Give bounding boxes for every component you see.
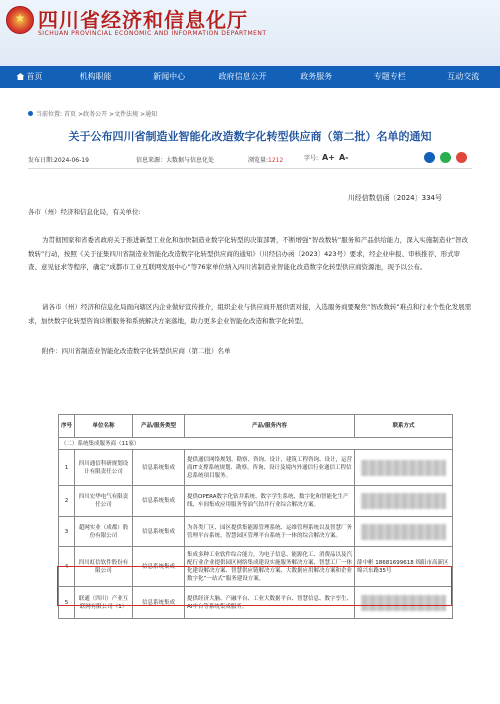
col-header-type: 产品/服务类型 bbox=[133, 415, 185, 438]
nav-item-gov-info[interactable]: 政府信息公开 bbox=[218, 72, 267, 81]
breadcrumb-home[interactable]: 首页 bbox=[64, 111, 77, 118]
table-row-highlighted: 4 四川虹信软件股份有限公司 信息系统集成 集成多种工业软件综合能力，为电子信息、能源化工、消费品以及汽配行业企业提供园区网络集成建设实施服务解决方案、智慧工厂一体化建设解决方案、智慧供应链解决方案、大数据应用解决方案和企业数字化“一站式”服务建设方案。 薛中彬 18681699618 绵阳市高新区绵兴东路35号 bbox=[59, 547, 453, 587]
table-row: 1 四川通信科研规划设计有限责任公司 信息系统集成 提供通信网络规划、勘察、咨询、设计，建筑工程咨询、设计，运营商IT支撑系统规划、勘察、咨询、设计及境内外通信行业通信工程信息系统项目服务。 bbox=[59, 450, 453, 486]
weibo-icon[interactable] bbox=[456, 152, 467, 163]
main-nav bbox=[0, 66, 500, 88]
col-header-contact: 联系方式 bbox=[355, 415, 453, 438]
breadcrumb-gov-open[interactable]: 政务公开 bbox=[83, 111, 108, 118]
site-subtitle: SICHUAN PROVINCIAL ECONOMIC AND INFORMATION DEPARTMENT bbox=[38, 30, 267, 37]
col-header-no: 序号 bbox=[59, 415, 75, 438]
font-size-control: 字号: A+ A- bbox=[304, 153, 349, 162]
col-header-content: 产品/服务内容 bbox=[185, 415, 355, 438]
info-source: 信息来源：大数据与信息化处 bbox=[136, 157, 215, 164]
paragraph-2: 请各市（州）经济和信息化局面向辖区内企业做好宣传推介，组织企业与供应商开展供需对接，入选服务商要聚焦“智改数转”难点和行业个性化发展需求，加快数字化转型咨询诊断服务和系统解决方案落地，助力更多企业智能化改造和数字化转型。 bbox=[28, 303, 472, 325]
font-larger-button[interactable]: A+ bbox=[322, 153, 335, 162]
article-title: 关于公布四川省制造业智能化改造数字化转型供应商（第二批）名单的通知 bbox=[68, 130, 432, 143]
site-title[interactable]: 四川省经济和信息化厅 bbox=[38, 8, 248, 32]
breadcrumb-regulations[interactable]: 文件法规 bbox=[114, 111, 139, 118]
table-row: 3 超网实业（成都）股份有限公司 信息系统集成 为各类厂区、园区提供集能源管理系统、运维管理系统以及智慧厂务管理平台系统、智慧园区管理平台系统于一体的综合解决方案。 bbox=[59, 517, 453, 547]
contact-info: 薛中彬 18681699618 绵阳市高新区绵兴东路35号 bbox=[355, 547, 453, 587]
publish-date: 发布日期:2024-06-19 bbox=[28, 157, 89, 164]
location-pin-icon bbox=[28, 111, 33, 116]
supplier-table bbox=[58, 414, 452, 619]
breadcrumb-notice[interactable]: 通知 bbox=[145, 111, 158, 118]
nav-item-news[interactable]: 新闻中心 bbox=[153, 72, 186, 81]
wechat-icon[interactable] bbox=[440, 152, 451, 163]
view-count: 浏览量:1212 bbox=[248, 157, 284, 164]
document-number: 川经信数信函〔2024〕334号 bbox=[347, 194, 442, 202]
nav-item-interaction[interactable]: 互动交流 bbox=[447, 72, 480, 81]
contact-redacted bbox=[355, 587, 453, 619]
nav-item-topics[interactable]: 专题专栏 bbox=[373, 72, 406, 81]
salutation: 各市（州）经济和信息化局，有关单位: bbox=[28, 208, 141, 216]
nav-item-home[interactable]: 首页 bbox=[0, 66, 59, 88]
col-header-name: 单位名称 bbox=[75, 415, 133, 438]
breadcrumb: 当前位置: 首页 >政务公开 >文件法规 >通知 bbox=[28, 109, 159, 118]
table-header-row bbox=[59, 415, 453, 438]
font-smaller-button[interactable]: A- bbox=[338, 153, 349, 162]
contact-redacted bbox=[355, 517, 453, 547]
table-row: 5 联通（四川）产业互联网有限公司（1） 信息系统集成 提供经济大脑、产融平台、工业大数据平台、智慧信息、数字孪生、AI中台等系统集成服务。 bbox=[59, 587, 453, 619]
article-meta bbox=[28, 152, 472, 169]
site-header bbox=[0, 0, 500, 66]
contact-redacted bbox=[355, 450, 453, 486]
nav-item-functions[interactable]: 机构职能 bbox=[79, 72, 112, 81]
national-emblem-icon: ★ bbox=[6, 6, 34, 34]
contact-redacted bbox=[355, 486, 453, 517]
nav-item-services[interactable]: 政务服务 bbox=[300, 72, 333, 81]
share-icon[interactable] bbox=[424, 152, 435, 163]
table-row: 2 四川宏华电气有限责任公司 信息系统集成 提供OPERA数字化钻井系统、数字学生系统、数字化和智能化生产线、车间集成应用服务等油气钻井行业综合解决方案。 bbox=[59, 486, 453, 517]
table-section-row: （二）系统集成服务商（11家） bbox=[59, 438, 453, 450]
home-icon bbox=[16, 73, 24, 80]
paragraph-1: 为贯彻国家和省委省政府关于推进新型工业化和加快制造业数字化转型的决策部署，不断增强“智改数转”服务和产品供给能力，深入实施制造业“智改数转”行动，按照《关于征集四川省制造业智能化改造数字化转型供应商的通知》（川经信办函〔2023〕423号）要求，经企业申报、审核推荐、形式审查、意见征求等程序，确定“成都市工业互联网发展中心”等76家单位纳入四川省制造业智能化改造数字化转型供应商资源池，现予以公布。 bbox=[28, 236, 469, 271]
attachment-line: 附件：四川省制造业智能化改造数字化转型供应商（第二批）名单 bbox=[42, 347, 231, 355]
